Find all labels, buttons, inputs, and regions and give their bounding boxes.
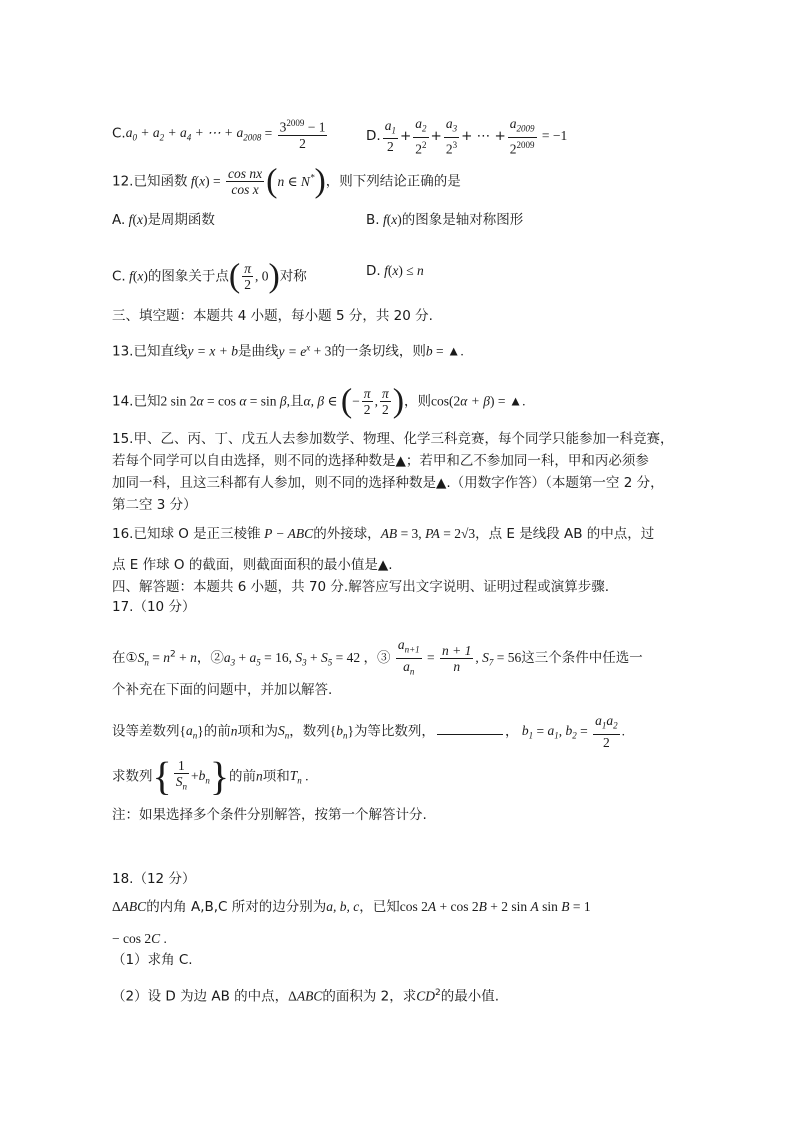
section-4-title: 四、解答题：本题共 6 小题，共 70 分.解答应写出文字说明、证明过程或演算步骤. [112,579,610,595]
q15: 15.甲、乙、丙、丁、戊五人去参加数学、物理、化学三科竞赛，每个同学只能参加一科竞赛， 若每个同学可以自由选择，则不同的选择种数是▲；若甲和乙不参加同一科，甲和丙必须参 加同一科，且这三科都有人参加，则不同的选择种数是▲.（用数字作答）（本题第一空 2 分， 第二空 3 分） [112,431,674,513]
q12-fraction: $\frac{\text{cos nx}}{\text{cos x}}$ [227,166,263,197]
section-3-title: 三、填空题：本题共 4 小题，每小题 5 分，共 20 分. [112,308,433,324]
q17-line4: 求数列{ $\frac{1}{S_n}$ $+b_n$}的前n项和$T_n$ . [112,753,309,799]
q11-option-d: D. $\frac{a_1}{2}$ + $\frac{a_2}{2^2}$ + $\frac{a_3}{2^3}$ + ⋯ + $\frac{a_{2009}}{2^{2009}}$ = −1 [366,116,568,157]
q12-option-d: D. f(x) ≤ n [366,263,424,279]
q11-option-d-label: D. [366,128,381,145]
q11-options-cd: $C.a_0 + a_2 + a_4$ + ⋯ + $a_{2008}$ = $\frac{3^{2009} - 1}{2}$ [112,118,326,151]
q11-option-c-label: C. [112,125,126,142]
q12-option-c: C. f(x)的图象关于点( $\frac{\pi}{2}$ , 0)对称 [112,257,307,295]
q17-note: 注：如果选择多个条件分别解答，按第一个解答计分. [112,807,427,823]
q18-part2: （2）设 D 为边 AB 的中点，ΔABC的面积为 2，求$CD^2$的最小值. [112,988,500,1005]
q12-cond: ，则下列结论正确的是 [325,173,461,190]
q17-conditions: 在$①S_n = n^2 + n$，$②a_3 + a_5 = 16$, $S_3 + S_5 = 42$ ，③ $\frac{a_{n+1}}{a_n}$ = $\frac{n + 1}{n}$ , $S_7 = 56$这三个条件中任选一 [112,637,643,677]
q11-option-d-rhs: = −1 [538,128,568,144]
q16-line1: 16.已知球 O 是正三棱锥 P − ABC的外接球，AB = 3, PA = 2√3，点 E 是线段 AB 的中点，过 [112,526,655,542]
q12-intro: 12.已知函数 [112,173,188,190]
q18-part1: （1）求角 C. [112,952,193,968]
q17-head: 17.（10 分） [112,599,196,615]
q16-line2: 点 E 作球 O 的截面，则截面面积的最小值是▲. [112,557,393,573]
q12-option-b: B. f(x)的图象是轴对称图形 [366,212,524,228]
q17-line3: 设等差数列$\{a_n\}$的前n项和为$S_n$，数列$\{b_n\}$为等比数列， ， $b_1 = a_1$, $b_2$ = $\frac{a_1a_2}{2}$ . [112,713,625,750]
q12-stem: 12.已知函数 f(x) = $\frac{\text{cos nx}}{\text{cos x}}$ (n ∈ N*)，则下列结论正确的是 [112,162,461,200]
answer-blank [437,722,503,735]
q18-head: 18.（12 分） [112,871,196,887]
q18-line1: ΔABC的内角 A,B,C 所对的边分别为a, b, c，已知cos 2A + cos 2B + 2 sin A sin B = 1 [112,899,591,915]
q13: 13.已知直线y = x + b是曲线$y = e^x + 3$的一条切线，则b = ▲. [112,342,464,360]
q17-line2: 个补充在下面的问题中，并加以解答. [112,682,333,698]
q18-line2: − cos 2C . [112,931,167,946]
q14: 14.已知2 sin 2α = cos α = sin β,且α, β ∈ (− $\frac{\pi}{2}$ , $\frac{\pi}{2}$ )，则cos(2α + β) = ▲. [112,382,526,420]
q11-option-c-fraction: $\frac{3^{2009} - 1}{2}$ [279,118,326,151]
q12-option-a: A. f(x)是周期函数 [112,212,215,228]
q11-option-c-formula: $a_0 + a_2 + a_4$ + ⋯ + $a_{2008}$ [125,125,262,143]
